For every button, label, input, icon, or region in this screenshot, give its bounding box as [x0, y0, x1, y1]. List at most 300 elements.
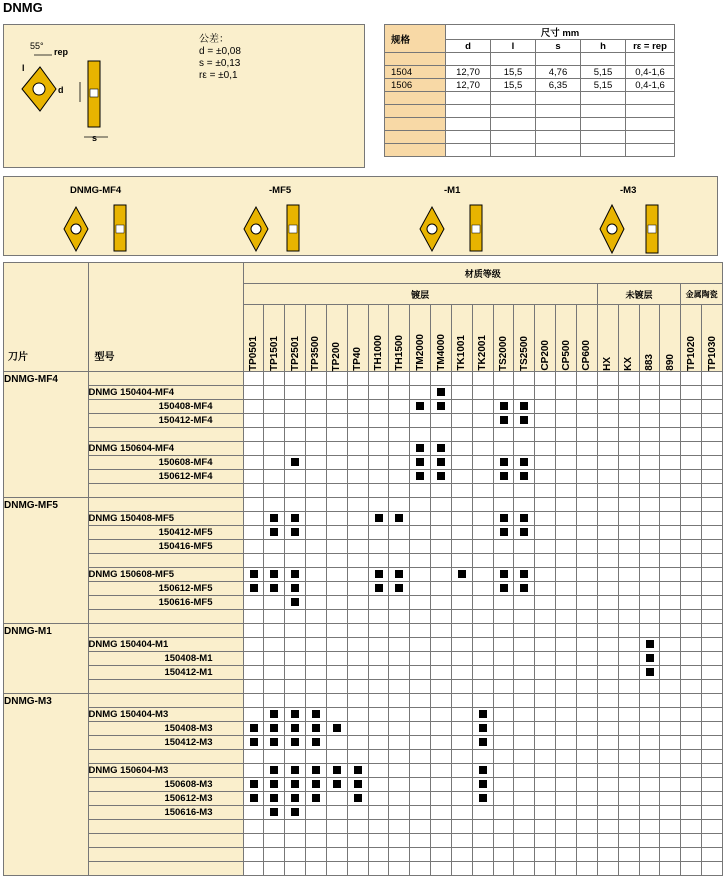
grade-cell [514, 666, 535, 680]
grade-cell [597, 694, 618, 708]
grade-cell [431, 680, 452, 694]
grade-cell [347, 372, 368, 386]
grade-cell [264, 386, 285, 400]
dim-cell [491, 144, 536, 157]
grade-cell [660, 708, 681, 722]
grade-cell [681, 470, 702, 484]
table-row [4, 722, 723, 736]
insert-group-label: DNMG-M1 [4, 624, 89, 694]
grade-cell [410, 778, 431, 792]
grade-cell [681, 568, 702, 582]
grade-cell [660, 526, 681, 540]
grade-cell [347, 610, 368, 624]
grade-header-label: TP1030 [706, 335, 718, 371]
availability-mark [416, 458, 424, 466]
m1-insert-icon [420, 205, 482, 251]
grade-cell [660, 568, 681, 582]
grade-cell [306, 582, 327, 596]
grade-cell [326, 596, 347, 610]
grade-cell [264, 554, 285, 568]
table-row [4, 708, 723, 722]
grade-cell [431, 484, 452, 498]
grade-cell [389, 806, 410, 820]
grade-cell [472, 778, 493, 792]
grade-cell [264, 582, 285, 596]
grade-cell [577, 862, 598, 876]
grade-cell [431, 666, 452, 680]
dim-row [385, 144, 675, 157]
grade-cell [577, 652, 598, 666]
grade-cell [306, 512, 327, 526]
grade-cell [410, 652, 431, 666]
dim-cell [536, 144, 581, 157]
grade-header-label: TH1500 [393, 335, 405, 371]
dim-row [385, 118, 675, 131]
grade-cell [451, 764, 472, 778]
model-label: 150612-MF4 [88, 470, 243, 484]
grade-cell [535, 680, 556, 694]
grade-cell [389, 596, 410, 610]
grade-cell [556, 498, 577, 512]
grade-cell [389, 834, 410, 848]
availability-mark [458, 570, 466, 578]
grade-cell [493, 694, 514, 708]
availability-mark [270, 738, 278, 746]
grade-cell [618, 680, 639, 694]
dim-row [385, 66, 675, 79]
grade-cell [618, 820, 639, 834]
grade-cell [597, 442, 618, 456]
grade-cell [660, 470, 681, 484]
tolerance-panel [3, 24, 365, 168]
grade-cell [368, 400, 389, 414]
grade-cell [639, 540, 660, 554]
grade-cell [556, 512, 577, 526]
grade-cell [577, 848, 598, 862]
grade-cell [389, 638, 410, 652]
grade-cell [410, 680, 431, 694]
grade-cell [618, 582, 639, 596]
grade-cell [493, 680, 514, 694]
grade-cell [451, 498, 472, 512]
mf4-insert-icon [64, 205, 126, 251]
grade-cell [410, 498, 431, 512]
availability-mark [500, 416, 508, 424]
grade-cell [618, 596, 639, 610]
grade-cell [660, 736, 681, 750]
grade-cell [306, 568, 327, 582]
grade-cell [514, 848, 535, 862]
dim-cell [491, 92, 536, 105]
table-row [4, 386, 723, 400]
grade-header-label: TP1501 [268, 335, 280, 371]
grade-cell [410, 442, 431, 456]
grade-cell [264, 484, 285, 498]
grade-cell [639, 862, 660, 876]
model-label: 150412-MF4 [88, 414, 243, 428]
table-row [4, 848, 723, 862]
grade-cell [639, 526, 660, 540]
grade-cell [347, 582, 368, 596]
grade-cell [556, 778, 577, 792]
grade-cell [535, 764, 556, 778]
grade-cell [368, 456, 389, 470]
grade-cell [306, 862, 327, 876]
grade-cell [431, 862, 452, 876]
grade-cell [577, 568, 598, 582]
grade-cell [347, 470, 368, 484]
grade-cell [243, 498, 264, 512]
mf5-insert-icon [244, 205, 299, 251]
grade-cell [618, 750, 639, 764]
grade-cell [556, 680, 577, 694]
grade-cell [535, 414, 556, 428]
grade-cell [681, 778, 702, 792]
grade-cell [451, 750, 472, 764]
dim-cell: 12,70 [446, 66, 491, 79]
grade-cell [472, 484, 493, 498]
grade-cell [264, 792, 285, 806]
grade-cell [493, 400, 514, 414]
grade-cell [243, 400, 264, 414]
availability-mark [250, 724, 258, 732]
grade-cell [597, 652, 618, 666]
grade-header-label: TH1000 [372, 335, 384, 371]
availability-mark [312, 780, 320, 788]
grade-cell [347, 442, 368, 456]
availability-mark [500, 514, 508, 522]
grade-cell [451, 568, 472, 582]
grade-cell [264, 372, 285, 386]
grade-cell [577, 722, 598, 736]
grade-cell [389, 442, 410, 456]
grade-cell [577, 484, 598, 498]
availability-mark [270, 766, 278, 774]
dim-cell: 5,15 [581, 79, 626, 92]
grade-cell [264, 610, 285, 624]
table-row [4, 624, 723, 638]
grade-cell [597, 484, 618, 498]
grade-header [306, 305, 327, 372]
grade-cell [368, 680, 389, 694]
grade-cell [535, 526, 556, 540]
table-row [4, 736, 723, 750]
grade-cell [389, 484, 410, 498]
grade-header [472, 305, 493, 372]
grade-cell [451, 610, 472, 624]
dim-cell [446, 144, 491, 157]
grade-cell [347, 540, 368, 554]
grade-header-label: TP1020 [685, 335, 697, 371]
grade-cell [702, 750, 723, 764]
grade-cell [577, 372, 598, 386]
grade-cell [410, 666, 431, 680]
grade-cell [347, 848, 368, 862]
table-row [4, 540, 723, 554]
model-label [88, 624, 243, 638]
grade-cell [285, 582, 306, 596]
grade-cell [618, 694, 639, 708]
grade-cell [618, 764, 639, 778]
dim-row-label [385, 53, 446, 66]
availability-mark [270, 724, 278, 732]
grade-cell [514, 554, 535, 568]
grade-cell [431, 400, 452, 414]
dim-cell [626, 92, 675, 105]
grade-header-label: TP40 [352, 347, 364, 371]
grade-cell [577, 666, 598, 680]
grade-cell [264, 638, 285, 652]
grade-cell [472, 498, 493, 512]
availability-mark [250, 794, 258, 802]
availability-mark [291, 598, 299, 606]
grade-cell [597, 820, 618, 834]
grade-cell [577, 694, 598, 708]
grade-header [389, 305, 410, 372]
grade-cell [639, 666, 660, 680]
grade-cell [618, 778, 639, 792]
availability-mark [291, 570, 299, 578]
grade-cell [597, 456, 618, 470]
grade-cell [410, 512, 431, 526]
table-row [4, 806, 723, 820]
grade-cell [243, 764, 264, 778]
grade-cell [326, 470, 347, 484]
grade-cell [264, 666, 285, 680]
grade-cell [285, 792, 306, 806]
model-label [88, 862, 243, 876]
table-row [4, 372, 723, 386]
grade-cell [368, 722, 389, 736]
grade-cell [431, 470, 452, 484]
grade-cell [493, 708, 514, 722]
grade-cell [681, 708, 702, 722]
m3-insert-icon [600, 205, 658, 253]
availability-mark [312, 766, 320, 774]
grade-cell [577, 764, 598, 778]
grade-cell [451, 554, 472, 568]
grade-cell [597, 610, 618, 624]
grade-cell [368, 596, 389, 610]
grade-cell [368, 624, 389, 638]
dim-cell: 15,5 [491, 79, 536, 92]
grade-cell [368, 568, 389, 582]
grade-cell [389, 848, 410, 862]
grade-cell [285, 694, 306, 708]
grade-cell [472, 470, 493, 484]
grade-cell [702, 820, 723, 834]
grade-cell [285, 708, 306, 722]
availability-mark [437, 458, 445, 466]
table-row [4, 694, 723, 708]
grade-cell [451, 708, 472, 722]
grade-cell [660, 428, 681, 442]
grade-cell [243, 666, 264, 680]
grade-cell [514, 778, 535, 792]
grade-cell [264, 694, 285, 708]
grade-cell [410, 484, 431, 498]
grade-cell [243, 820, 264, 834]
grade-cell [451, 820, 472, 834]
availability-mark [354, 766, 362, 774]
grade-cell [577, 554, 598, 568]
grade-header-label: TK2001 [477, 335, 489, 371]
grade-cell [514, 540, 535, 554]
model-label: 150416-MF5 [88, 540, 243, 554]
grade-cell [431, 778, 452, 792]
grade-cell [326, 512, 347, 526]
grade-cell [535, 638, 556, 652]
grade-cell [326, 764, 347, 778]
dim-cell [536, 118, 581, 131]
dim-cell: 12,70 [446, 79, 491, 92]
availability-mark [270, 514, 278, 522]
grade-cell [681, 722, 702, 736]
table-row [4, 638, 723, 652]
grade-cell [535, 512, 556, 526]
availability-mark [520, 472, 528, 480]
dim-row-label [385, 131, 446, 144]
grade-cell [639, 680, 660, 694]
grade-cell [451, 526, 472, 540]
grade-cell [326, 582, 347, 596]
availability-mark [333, 724, 341, 732]
grade-cell [368, 372, 389, 386]
grade-cell [618, 456, 639, 470]
grade-cell [472, 442, 493, 456]
grade-cell [451, 624, 472, 638]
model-label: 150612-MF5 [88, 582, 243, 596]
grade-cell [514, 638, 535, 652]
grade-cell [493, 638, 514, 652]
grade-cell [577, 386, 598, 400]
dim-cell [626, 105, 675, 118]
availability-mark [437, 402, 445, 410]
grade-cell [243, 470, 264, 484]
grade-cell [326, 778, 347, 792]
dim-row-label [385, 144, 446, 157]
availability-mark [479, 766, 487, 774]
grade-cell [702, 848, 723, 862]
grade-cell [597, 470, 618, 484]
grade-cell [264, 736, 285, 750]
grade-cell [431, 596, 452, 610]
table-row [4, 568, 723, 582]
grade-cell [514, 456, 535, 470]
availability-mark [479, 710, 487, 718]
grade-cell [597, 372, 618, 386]
availability-mark [500, 584, 508, 592]
grade-cell [431, 610, 452, 624]
grade-cell [431, 834, 452, 848]
grade-cell [618, 554, 639, 568]
grade-cell [597, 792, 618, 806]
grade-cell [389, 708, 410, 722]
grade-cell [347, 498, 368, 512]
grade-cell [306, 694, 327, 708]
grade-cell [264, 498, 285, 512]
grade-cell [431, 526, 452, 540]
grade-cell [535, 694, 556, 708]
availability-mark [395, 570, 403, 578]
grade-cell [347, 484, 368, 498]
grade-cell [264, 680, 285, 694]
grade-cell [514, 680, 535, 694]
grade-cell [493, 736, 514, 750]
grade-cell [618, 736, 639, 750]
grade-cell [326, 386, 347, 400]
grade-cell [660, 442, 681, 456]
grade-cell [243, 680, 264, 694]
grade-cell [368, 512, 389, 526]
grade-cell [514, 806, 535, 820]
model-label: 150412-M3 [88, 736, 243, 750]
grade-cell [326, 736, 347, 750]
grade-cell [493, 512, 514, 526]
grade-cell [306, 540, 327, 554]
grade-cell [410, 638, 431, 652]
grade-cell [306, 624, 327, 638]
model-label: 150608-MF4 [88, 456, 243, 470]
grade-cell [306, 456, 327, 470]
grade-cell [514, 722, 535, 736]
grade-cell [410, 372, 431, 386]
grade-cell [389, 582, 410, 596]
grade-cell [410, 722, 431, 736]
table-row [4, 820, 723, 834]
grade-cell [556, 400, 577, 414]
grade-cell [681, 736, 702, 750]
grade-cell [514, 372, 535, 386]
grade-cell [410, 596, 431, 610]
grade-cell [514, 498, 535, 512]
dim-row-label: 1506 [385, 79, 446, 92]
grade-cell [702, 372, 723, 386]
grade-cell [556, 694, 577, 708]
grade-cell [243, 428, 264, 442]
table-row [4, 512, 723, 526]
grade-cell [243, 806, 264, 820]
grade-cell [285, 540, 306, 554]
grade-cell [702, 596, 723, 610]
table-row [4, 596, 723, 610]
grade-cell [493, 862, 514, 876]
availability-mark [395, 514, 403, 522]
grade-cell [535, 652, 556, 666]
grade-header [493, 305, 514, 372]
grade-cell [243, 442, 264, 456]
grade-cell [639, 750, 660, 764]
grade-cell [618, 512, 639, 526]
grade-cell [493, 834, 514, 848]
grade-cell [472, 750, 493, 764]
grade-cell [639, 834, 660, 848]
grade-cell [618, 414, 639, 428]
grade-cell [493, 470, 514, 484]
grade-cell [577, 834, 598, 848]
grade-cell [389, 526, 410, 540]
grade-cell [618, 792, 639, 806]
s-label: s [92, 133, 98, 143]
grade-cell [326, 638, 347, 652]
grade-cell [493, 778, 514, 792]
grade-cell [285, 554, 306, 568]
grade-cell [681, 652, 702, 666]
grade-cell [347, 386, 368, 400]
grade-header-label: TP3500 [310, 335, 322, 371]
grade-cell [368, 708, 389, 722]
grade-cell [347, 862, 368, 876]
